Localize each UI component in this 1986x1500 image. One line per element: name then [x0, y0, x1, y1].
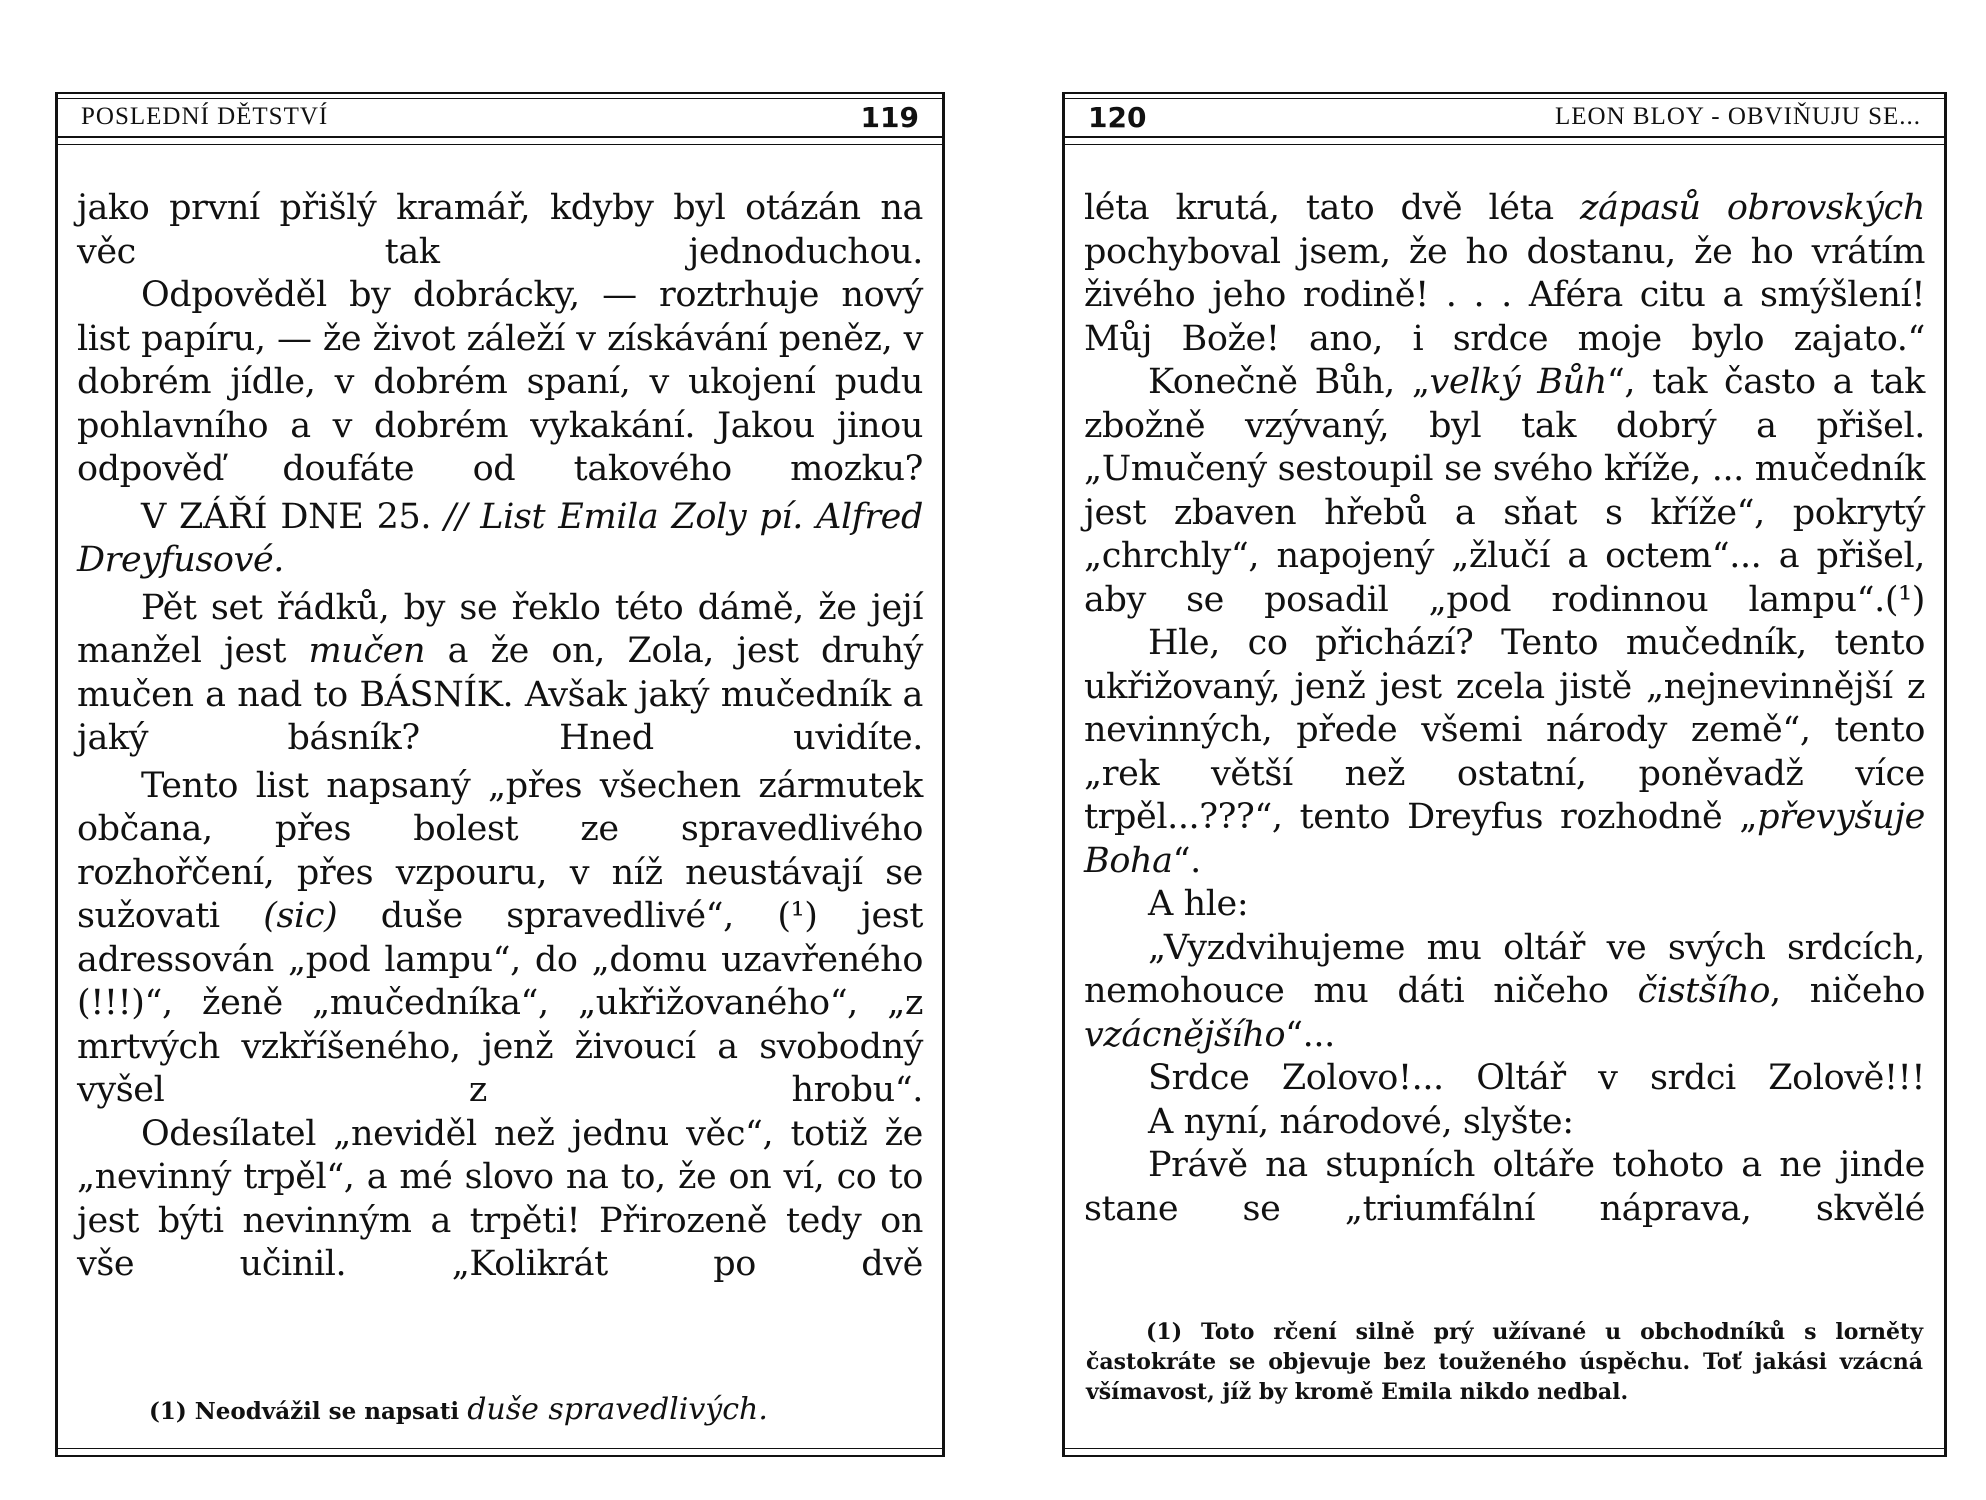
paragraph: [77, 765, 923, 1113]
text-run-italic: mučen: [308, 631, 426, 671]
paragraph: [1084, 622, 1925, 883]
text-run: pochyboval jsem, že ho dostanu, že ho vrátím živého jeho rodině! . . . Aféra citu a smýšlení! Můj Bože! ano, i srdce moje bylo zajato.“: [1084, 231, 1925, 359]
text-run-italic: čistšího: [1637, 971, 1770, 1011]
page-number: 120: [1088, 100, 1147, 134]
page-frame-right-edge: [942, 92, 945, 1457]
page-number: 119: [860, 100, 919, 134]
running-head: POSLEDNÍ DĚTSTVÍ: [81, 103, 329, 130]
header-rule-bottom-thin: [1062, 144, 1947, 145]
text-run: léta krutá, tato dvě léta: [1084, 188, 1554, 228]
paragraph: A nyní, národové, slyšte:: [1148, 1101, 1574, 1142]
page-frame-left-edge: [1062, 92, 1065, 1457]
section-heading-subtitle: // List Emila Zoly pí. Alfred Dreyfusové.: [77, 496, 923, 580]
page-frame-right-edge: [1944, 92, 1947, 1457]
text-run: “, tak často a tak zbožně vzývaný, byl tak dobrý a přišel. „Umučený sestoupil se svého kříže, ... mučedník jest zbaven hřebů a sňat s kříže“, pokrytý „chrchly“, napojený „žlučí a octem“... a přišel, aby se posadil „pod rodinnou lampu“.(¹): [1084, 362, 1925, 620]
header-rule-bottom: [1062, 136, 1947, 138]
text-run: “...: [1285, 1014, 1335, 1055]
paragraph: A hle:: [1148, 884, 1249, 924]
header-rule-top: [1062, 92, 1947, 94]
footnote: (1) Toto rčení silně prý užívané u obchodníků s lorněty častokráte se objevuje bez touženého úspěchu. Toť jakási vzácná všímavost, jíž by kromě Emila nikdo nedbal.: [1086, 1319, 1923, 1405]
text-run: „Vyzdvihujeme mu oltář ve svých srdcích, nemohouce mu dáti ničeho: [1084, 927, 1925, 1011]
left-page: [55, 92, 945, 1457]
header-rule-top: [55, 92, 945, 94]
paragraph: jako první přišlý kramář, kdyby byl otázán na věc tak jednoduchou.: [77, 188, 923, 272]
page-body: [77, 187, 923, 1287]
footnote-italic: duše spravedlivých.: [467, 1392, 768, 1427]
text-run-italic: zápasů obrovských: [1579, 188, 1925, 228]
footer-rule: [55, 1455, 945, 1457]
text-run-italic: velký Bůh: [1429, 362, 1607, 402]
footer-rule-thin: [55, 1448, 945, 1449]
text-run-italic: převyšuje Boha: [1084, 797, 1925, 881]
section-heading-title: V ZÁŘÍ DNE 25.: [141, 496, 432, 537]
right-page: [1062, 92, 1947, 1457]
footnote-text: (1) Neodvážil se napsati: [149, 1398, 460, 1425]
header-rule-bottom-thin: [55, 144, 945, 145]
text-run-italic: vzácnějšího: [1084, 1014, 1286, 1055]
page-body: [1084, 187, 1925, 1231]
footer-rule-thin: [1062, 1448, 1947, 1449]
footer-rule: [1062, 1455, 1947, 1457]
paragraph: Odpověděl by dobrácky, — roztrhuje nový list papíru, — že život záleží v získávání peněz, v dobrém jídle, v dobrém spaní, v ukojení pudu pohlavního a v dobrém vykakání. Jakou jinou odpověď doufáte od takového mozku?: [77, 275, 923, 489]
footnote: [79, 1392, 921, 1427]
header-rule-top-thin: [55, 98, 945, 99]
text-run: Tento list napsaný „přes všechen zármutek občana, přes bolest ze spravedlivého rozhořčení, přes vzpouru, v níž neustávají se sužovati: [77, 765, 923, 936]
paragraph: [77, 587, 923, 761]
text-run: Konečně Bůh, „: [1148, 362, 1430, 402]
text-run: Hle, co přichází? Tento mučedník, tento ukřižovaný, jenž jest zcela jistě „nejnevinnější z nevinných, přede všemi národy země“, tento „rek větší než ostatní, poněvadž více trpěl...???“, tento Dreyfus rozhodně „: [1084, 623, 1925, 837]
text-run: , ničeho: [1770, 971, 1926, 1011]
text-run: duše spravedlivé“, (¹) jest adressován „pod lampu“, do „domu uzavřeného (!!!)“, ženě „mučedníka“, „ukřižovaného“, „z mrtvých vzkříšeného, jenž živoucí a svobodný vyšel z hrobu“.: [77, 896, 923, 1110]
text-run: Pět set řádků, by se řeklo této dámě, že její manžel jest: [77, 587, 923, 671]
paragraph: [1084, 187, 1925, 361]
section-heading: [77, 496, 923, 583]
page-frame-left-edge: [55, 92, 58, 1457]
paragraph: [1084, 927, 1925, 1058]
text-run-italic: (sic): [263, 896, 338, 936]
paragraph: Odesílatel „neviděl než jednu věc“, totiž že „nevinný trpěl“, a mé slovo na to, že on ví, co to jest býti nevinným a trpěti! Přirozeně tedy on vše učinil. „Kolikrát po dvě: [77, 1113, 923, 1284]
text-run: “.: [1172, 840, 1201, 881]
running-head: LEON BLOY - OBVIŇUJU SE...: [1554, 103, 1921, 130]
paragraph: Právě na stupních oltáře tohoto a ne jinde stane se „triumfální náprava, skvělé: [1084, 1145, 1925, 1229]
text-run: a že on, Zola, jest druhý mučen a nad to BÁSNÍK. Avšak jaký mučedník a jaký básník? Hned uvidíte.: [77, 631, 923, 758]
header-rule-bottom: [55, 136, 945, 138]
page-header: [55, 102, 945, 132]
paragraph: Srdce Zolovo!... Oltář v srdci Zolově!!!: [1148, 1058, 1925, 1098]
paragraph: [1084, 361, 1925, 622]
page-header: [1062, 102, 1947, 132]
header-rule-top-thin: [1062, 98, 1947, 99]
